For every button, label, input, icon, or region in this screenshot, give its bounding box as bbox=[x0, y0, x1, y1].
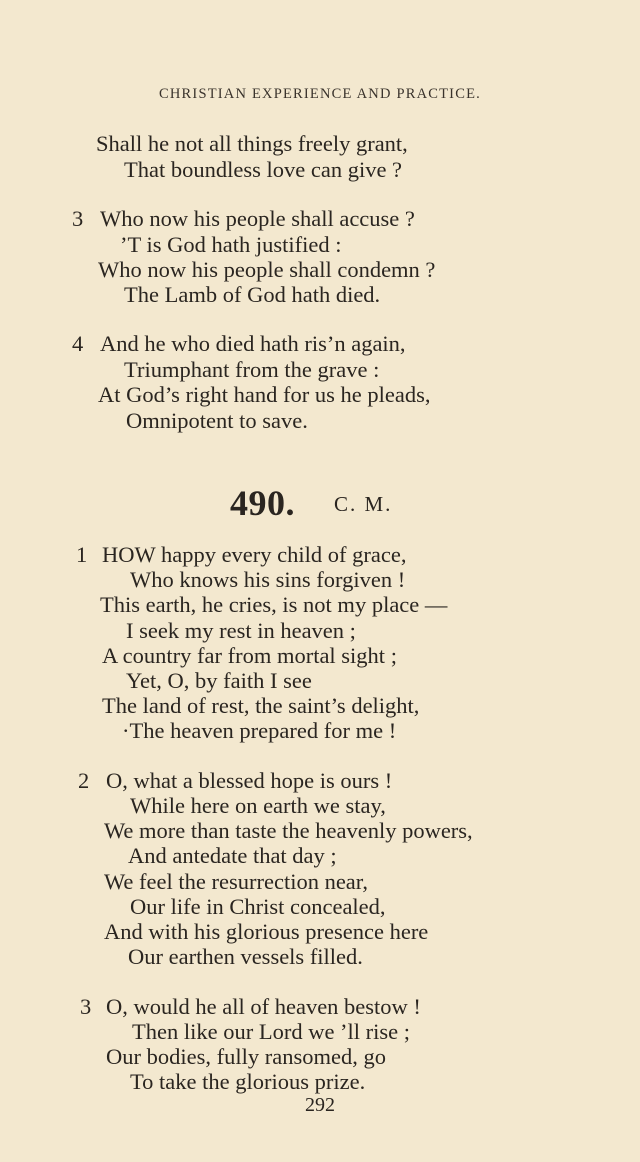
verse-line: That boundless love can give ? bbox=[124, 157, 403, 182]
verse-line: Our bodies, fully ransomed, go bbox=[106, 1044, 386, 1069]
verse-line: We feel the resurrection near, bbox=[104, 869, 369, 894]
verse-number: 3 bbox=[72, 206, 84, 231]
verse-line: Triumphant from the grave : bbox=[124, 357, 380, 382]
verse-line: I seek my rest in heaven ; bbox=[126, 618, 356, 643]
verse-line: A country far from mortal sight ; bbox=[102, 643, 397, 668]
verse-line: Who now his people shall condemn ? bbox=[98, 257, 436, 282]
verse-number: 3 bbox=[80, 994, 92, 1019]
verse-line: Omnipotent to save. bbox=[126, 408, 308, 433]
verse-line: HOW happy every child of grace, bbox=[102, 542, 407, 567]
verse-number: 1 bbox=[76, 542, 88, 567]
page-number: 292 bbox=[305, 1094, 335, 1116]
verse-line: And antedate that day ; bbox=[128, 843, 337, 868]
verse-line: ’T is God hath justified : bbox=[120, 232, 342, 257]
verse-line: And he who died hath ris’n again, bbox=[100, 331, 406, 356]
verse-line: While here on earth we stay, bbox=[130, 793, 386, 818]
verse-line: The Lamb of God hath died. bbox=[124, 282, 381, 307]
verse-line: The land of rest, the saint’s delight, bbox=[102, 693, 420, 718]
verse-line: O, would he all of heaven bestow ! bbox=[106, 994, 421, 1019]
verse-line: Our earthen vessels filled. bbox=[128, 944, 363, 969]
verse-line: We more than taste the heavenly powers, bbox=[104, 818, 473, 843]
verse-line: Shall he not all things freely grant, bbox=[96, 131, 408, 156]
verse-line: At God’s right hand for us he pleads, bbox=[98, 382, 431, 407]
verse-line: Yet, O, by faith I see bbox=[126, 668, 312, 693]
running-head: CHRISTIAN EXPERIENCE AND PRACTICE. bbox=[159, 86, 481, 102]
verse-line: Who knows his sins forgiven ! bbox=[130, 567, 406, 592]
verse-line: O, what a blessed hope is ours ! bbox=[106, 768, 393, 793]
verse-line: ·The heaven prepared for me ! bbox=[122, 718, 397, 743]
verse-line: To take the glorious prize. bbox=[130, 1069, 366, 1094]
verse-number: 2 bbox=[78, 768, 90, 793]
verse-line: Then like our Lord we ’ll rise ; bbox=[132, 1019, 411, 1044]
verse-line: Our life in Christ concealed, bbox=[130, 894, 386, 919]
hymn-meter: C. M. bbox=[334, 492, 393, 516]
verse-number: 4 bbox=[72, 331, 84, 356]
verse-line: Who now his people shall accuse ? bbox=[100, 206, 415, 231]
hymn-number: 490. bbox=[230, 483, 295, 523]
verse-line: And with his glorious presence here bbox=[104, 919, 429, 944]
verse-line: This earth, he cries, is not my place — bbox=[100, 592, 448, 617]
